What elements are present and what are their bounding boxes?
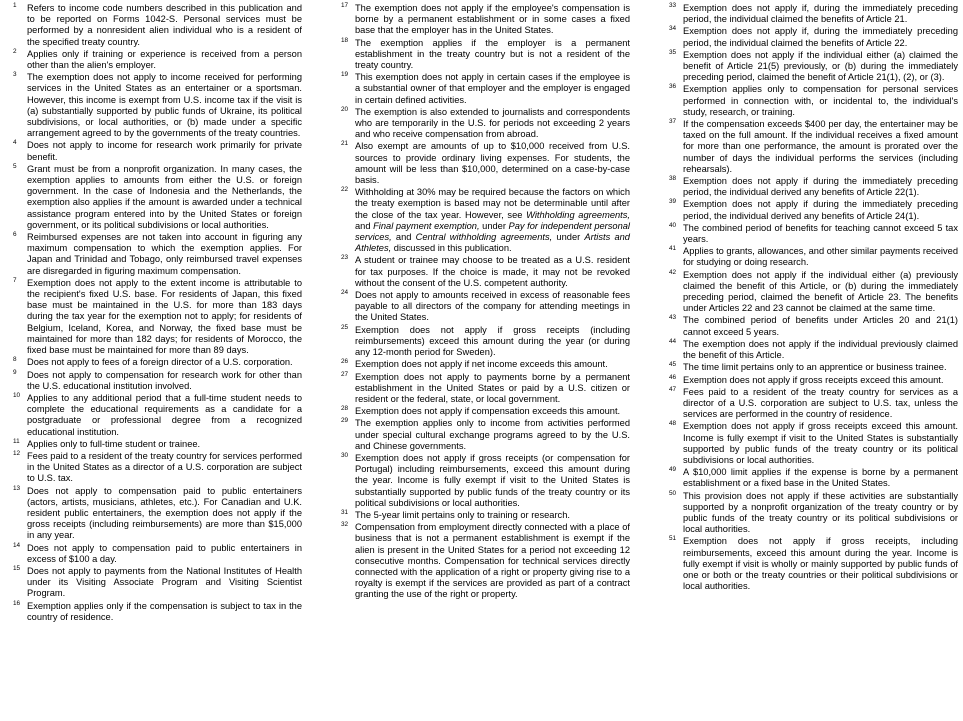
footnote-number: 51 [669, 535, 677, 543]
footnote-text: Exemption does not apply if, during the immediately preceding period, the individual claimed the benefits of Article 22. [683, 26, 958, 48]
footnote-item [12, 370, 302, 392]
footnote-text: and [391, 232, 416, 243]
footnote-column-3 [668, 3, 958, 721]
footnote-number: 35 [669, 48, 677, 56]
footnote-text: Exemption does not apply if gross receipts, including reimbursements, exceed this amount during the year. Income is fully exempt if visit is wholly or mainly supported by public funds of one or both or the treaty countries or their political subdivisions or local authorities. [683, 536, 958, 592]
footnote-text: This provision does not apply if these activities are substantially supported by a nonprofit organization of the treaty country or by public funds of the treaty country or its political subdivisions or local authorities. [683, 490, 958, 535]
footnote-number: 10 [13, 391, 21, 399]
footnote-item [668, 362, 958, 373]
footnote-column-1 [12, 3, 302, 721]
footnote-number: 22 [341, 186, 349, 194]
footnote-text: Exemption does not apply to the extent income is attributable to the recipient's fixed U.S. base. For residents of Japan, this fixed base must be maintained in the U.S. for more than 183 days during the tax year for the exemption not to apply; for residents of Belgium, Iceland, Korea, and Norway, the fixed base must be maintained for more than 182 days; for residents of Morocco, the fixed base must be maintained for more than 89 days. [27, 277, 302, 356]
footnote-number: 7 [13, 276, 17, 284]
footnote-text: Exemption does not apply if during the immediately preceding period, the individual derived any benefits of Article 24(1). [683, 199, 958, 221]
footnote-text: Does not apply to compensation for research work for other than the U.S. educational institution involved. [27, 369, 302, 391]
footnote-number: 46 [669, 373, 677, 381]
footnote-number: 26 [341, 358, 349, 366]
footnote-text: A $10,000 limit applies if the expense is borne by a permanent establishment or a fixed base in the United States. [683, 467, 958, 489]
footnote-item [12, 49, 302, 71]
footnote-number: 21 [341, 140, 349, 148]
footnote-text: Fees paid to a resident of the treaty country for services performed in the United States as a director of a U.S. corporation are subject to U.S. tax. [27, 450, 302, 484]
footnote-text: This exemption does not apply in certain cases if the employee is a substantial owner of that employer and the employer is engaged in certain defined activities. [355, 72, 630, 105]
footnote-number: 48 [669, 420, 677, 428]
footnote-text: Exemption does not apply if the individual either (a) claimed the benefit of Article 21(5) previously, or (b) during the immediately preceding period, claimed the benefit of Article 21(1), (2), or (3). [683, 49, 958, 83]
footnote-text: Exemption does not apply if gross receipts exceed this amount. [683, 374, 944, 385]
footnote-text: under [479, 220, 509, 231]
footnote-text: Exemption does not apply if the individual either (a) previously claimed the benefit of this Article, or (b) during the immediately preceding period, claimed the benefit of Article 23. The benefits under Articles 22 and 23 cannot be claimed at the same time. [683, 269, 958, 314]
footnote-number: 36 [669, 83, 677, 91]
footnote-number: 17 [341, 2, 349, 9]
footnote-item [12, 601, 302, 623]
footnote-text: Exemption does not apply if net income exceeds this amount. [355, 359, 608, 370]
footnote-text: The exemption is also extended to journalists and correspondents who are temporarily in the U.S. for periods not exceeding 2 years and who receive compensation from abroad. [355, 106, 630, 140]
footnote-item [12, 543, 302, 565]
footnote-item [12, 232, 302, 277]
footnote-number: 34 [669, 25, 677, 33]
footnote-item [668, 199, 958, 221]
footnote-item [668, 270, 958, 315]
footnote-item [340, 325, 630, 359]
footnote-item [668, 119, 958, 175]
footnote-item [668, 467, 958, 489]
footnote-number: 37 [669, 118, 677, 126]
footnote-item [12, 72, 302, 139]
footnote-text: Also exempt are amounts of up to $10,000 received from U.S. sources to provide ordinary living expenses. For students, the amount will be less than $10,000, determined on a case-by-case basis. [355, 141, 630, 186]
footnote-text: Does not apply to income for research work primarily for private benefit. [27, 140, 302, 162]
footnote-number: 6 [13, 231, 17, 239]
footnote-text-italic: Final payment exemption, [373, 220, 480, 231]
footnote-item [668, 176, 958, 198]
footnote-text: The exemption applies if the employer is a permanent establishment in the treaty country but is not a resident of the treaty country. [355, 37, 630, 71]
footnote-number: 39 [669, 198, 677, 206]
footnote-text: Does not apply to payments from the National Institutes of Health under its Visiting Associate Program and Visiting Scientist Program. [27, 565, 302, 599]
footnote-text: The time limit pertains only to an apprentice or business trainee. [683, 362, 947, 373]
footnote-number: 13 [13, 484, 21, 492]
footnote-text-italic: Pay for independent personal services, [355, 220, 631, 243]
footnote-item [668, 26, 958, 48]
footnote-item [668, 421, 958, 466]
footnote-text: Refers to income code numbers described in this publication and to be reported on Forms 1042-S. Personal services must be performed by a nonresident alien individual who is a resident of the specified treaty country. [27, 3, 302, 47]
footnote-text: The exemption does not apply if the employee's compensation is borne by a permanent establishment or in some cases a fixed base that the employer has in the United States. [355, 3, 630, 36]
footnote-number: 41 [669, 245, 677, 253]
footnote-item [668, 223, 958, 245]
footnote-item [668, 536, 958, 592]
footnote-text: Applies only to full-time student or trainee. [27, 438, 201, 449]
footnote-text: Does not apply to compensation paid to public entertainers (actors, artists, musicians, athletes, etc.). For Canadian and U.K. resident public entertainers, the exemption does not apply if the gross receipts (including reimbursements) are more than $15,000 in any year. [27, 485, 302, 541]
footnote-text: Does not apply to compensation paid to public entertainers in excess of $100 a day. [27, 542, 302, 564]
footnote-column-2 [340, 3, 630, 721]
footnote-item [12, 3, 302, 48]
footnote-number: 9 [13, 368, 17, 376]
footnote-item [12, 486, 302, 542]
footnote-text-italic: Central withholding agreements, [415, 232, 553, 243]
footnote-item [668, 3, 958, 25]
footnote-item [12, 393, 302, 438]
footnote-text-italic: Withholding agreements, [526, 209, 630, 220]
footnote-text: The exemption does not apply to income received for performing services in the United States as an entertainer or a sportsman. However, this income is exempt from U.S. income tax if the visit is (a) substantially supported by public funds of Ukraine, its political subdivisions, or local authorities, or (b) made under a specific arrangement agreed to by the governments of the treaty countries. [27, 72, 302, 139]
footnote-text: Exemption does not apply if compensation exceeds this amount. [355, 406, 621, 417]
footnote-number: 43 [669, 314, 677, 322]
footnote-text: The combined period of benefits under Articles 20 and 21(1) cannot exceed 5 years. [683, 315, 958, 337]
footnote-number: 20 [341, 105, 349, 113]
footnote-text: Exemption does not apply if gross receipts exceed this amount. Income is fully exempt if visit to the United States is substantially supported by public funds of the treaty country or its political subdivisions or local authorities. [683, 421, 958, 465]
footnote-number: 49 [669, 466, 677, 474]
footnote-text: Exemption does not apply if, during the immediately preceding period, the individual claimed the benefits of Article 21. [683, 3, 958, 25]
footnote-item [668, 50, 958, 84]
footnote-item [340, 255, 630, 289]
footnote-number: 29 [341, 417, 349, 425]
footnote-item [668, 375, 958, 386]
footnote-item [12, 451, 302, 485]
footnote-item [12, 140, 302, 162]
footnote-item [340, 141, 630, 186]
footnote-number: 3 [13, 71, 17, 79]
footnote-number: 11 [13, 437, 20, 445]
footnote-number: 18 [341, 36, 349, 44]
footnote-text: Applies to any additional period that a full-time student needs to complete the educational requirements as a candidate for a postgraduate or professional degree from a recognized educational institution. [27, 392, 302, 437]
footnote-number: 14 [13, 541, 21, 549]
footnote-item [12, 357, 302, 368]
footnote-item [340, 418, 630, 452]
footnote-text: Exemption does not apply if gross receipts (including reimbursements) exceed this amount during the year (or during any 12-month period for Sweden). [355, 324, 630, 358]
footnote-number: 33 [669, 2, 677, 9]
footnote-number: 24 [341, 289, 349, 297]
footnote-number: 42 [669, 268, 677, 276]
footnote-number: 4 [13, 139, 17, 147]
footnote-text: The exemption does not apply if the individual previously claimed the benefit of this Article. [683, 338, 958, 361]
footnote-number: 31 [341, 508, 349, 516]
footnote-number: 30 [341, 451, 349, 459]
footnote-item [340, 187, 630, 254]
footnote-number: 19 [341, 71, 349, 79]
footnote-item [340, 72, 630, 106]
footnote-number: 38 [669, 175, 677, 183]
footnote-number: 25 [341, 323, 349, 331]
footnote-number: 1 [13, 2, 17, 9]
footnote-number: 40 [669, 221, 677, 229]
footnote-number: 44 [669, 337, 677, 345]
footnote-number: 45 [669, 361, 677, 369]
footnote-text: Exemption applies only to compensation for personal services performed in connection with, or incidental to, the individual's study, research, or training. [683, 84, 958, 117]
footnote-number: 5 [13, 162, 17, 170]
footnote-number: 47 [669, 385, 677, 393]
footnote-number: 8 [13, 356, 17, 364]
footnote-text: discussed in this publication. [391, 243, 512, 254]
footnote-text: Does not apply to fees of a foreign director of a U.S. corporation. [27, 357, 293, 368]
footnote-text: Reimbursed expenses are not taken into account in figuring any maximum compensation to which the exemption applies. For Japan and Trinidad and Tobago, only reimbursed travel expenses are disregarded in figuring maximum compensation. [27, 232, 302, 276]
footnote-item [668, 491, 958, 536]
footnote-text: Exemption does not apply if gross receipts (or compensation for Portugal) including reimbursements, exceed this amount during the year. Income is fully exempt if visit to the United States is substantially supported by public funds of the treaty country or its political subdivisions or local authorities. [355, 452, 630, 508]
footnote-number: 15 [13, 564, 21, 572]
footnote-item [668, 315, 958, 337]
footnote-text: Exemption applies only if the compensation is subject to tax in the country of residence. [27, 600, 302, 622]
footnote-item [12, 439, 302, 450]
footnote-text: Grant must be from a nonprofit organization. In many cases, the exemption applies to amounts from either the U.S. or foreign government. In the case of Indonesia and the Netherlands, the exemption also applies if the amount is awarded under a technical assistance program entered into by the United States or foreign government, or its political subdivisions or local authorities. [27, 163, 302, 230]
footnote-text: The combined period of benefits for teaching cannot exceed 5 tax years. [683, 222, 958, 245]
footnote-number: 2 [13, 47, 17, 55]
footnote-text: Applies only if training or experience is received from a person other than the alien's employer. [27, 48, 302, 71]
footnote-item [340, 359, 630, 370]
footnote-item [12, 164, 302, 231]
footnote-number: 12 [13, 449, 21, 457]
footnote-number: 16 [13, 599, 21, 607]
footnote-text: The exemption applies only to income from activities performed under special cultural exchange programs agreed to by the U.S. and Chinese governments. [355, 418, 630, 451]
footnote-text: The 5-year limit pertains only to training or research. [355, 509, 570, 520]
footnote-text: Exemption does not apply to payments borne by a permanent establishment in the United States or paid by a U.S. citizen or resident or the federal, state, or local government. [355, 371, 630, 404]
footnote-text: Fees paid to a resident of the treaty country for services as a director of a U.S. corporation are subject to U.S. tax, unless the services are performed in the country of residence. [683, 386, 958, 420]
footnote-item [340, 38, 630, 72]
footnote-text: If the compensation exceeds $400 per day, the entertainer may be taxed on the full amount. If the individual receives a fixed amount for more than one performance, the amount is prorated over the number of days the individual performs the services (including rehearsals). [683, 119, 958, 174]
footnote-number: 50 [669, 489, 677, 497]
footnote-item [668, 84, 958, 118]
footnote-item [340, 107, 630, 141]
footnote-item [340, 510, 630, 521]
footnote-number: 32 [341, 521, 349, 529]
footnote-item [340, 522, 630, 600]
footnote-number: 27 [341, 370, 349, 378]
footnote-item [340, 372, 630, 406]
footnote-text: Applies to grants, allowances, and other similar payments received for studying or doing research. [683, 246, 958, 268]
footnote-item [668, 387, 958, 421]
footnote-text: Does not apply to amounts received in excess of reasonable fees payable to all directors of the company for attending meetings in the United States. [355, 290, 630, 323]
footnote-text: Compensation from employment directly connected with a place of business that is not a permanent establishment is exempt if the alien is present in the United States for a period not exceeding 12 consecutive months. Compensation for technical services directly connected with the application of a right or property giving rise to a royalty is exempt if the services are provided as part of a contract granting the use of the right or property. [355, 522, 630, 600]
footnote-text: Withholding at 30% may be required because the factors on which the treaty exemption is based may not be determinable until after the close of the tax year. However, see [355, 187, 630, 220]
footnote-text: Exemption does not apply if during the immediately preceding period, the individual derived any benefits of Article 22(1). [683, 176, 958, 198]
footnote-item [12, 278, 302, 356]
footnote-number: 28 [341, 405, 349, 413]
footnote-text: and [355, 220, 374, 231]
footnote-text: under [552, 232, 585, 243]
footnote-item [668, 339, 958, 361]
footnote-number: 23 [341, 254, 349, 262]
footnote-item [12, 566, 302, 600]
footnote-text: A student or trainee may choose to be treated as a U.S. resident for tax purposes. If the choice is made, it may not be revoked without the consent of the U.S. competent authority. [355, 255, 630, 288]
footnote-item [668, 246, 958, 268]
footnote-item [340, 406, 630, 417]
footnote-item [340, 3, 630, 37]
footnote-text-italic: Artists and Athletes, [355, 232, 630, 254]
footnote-item [340, 453, 630, 509]
footnote-item [340, 290, 630, 324]
